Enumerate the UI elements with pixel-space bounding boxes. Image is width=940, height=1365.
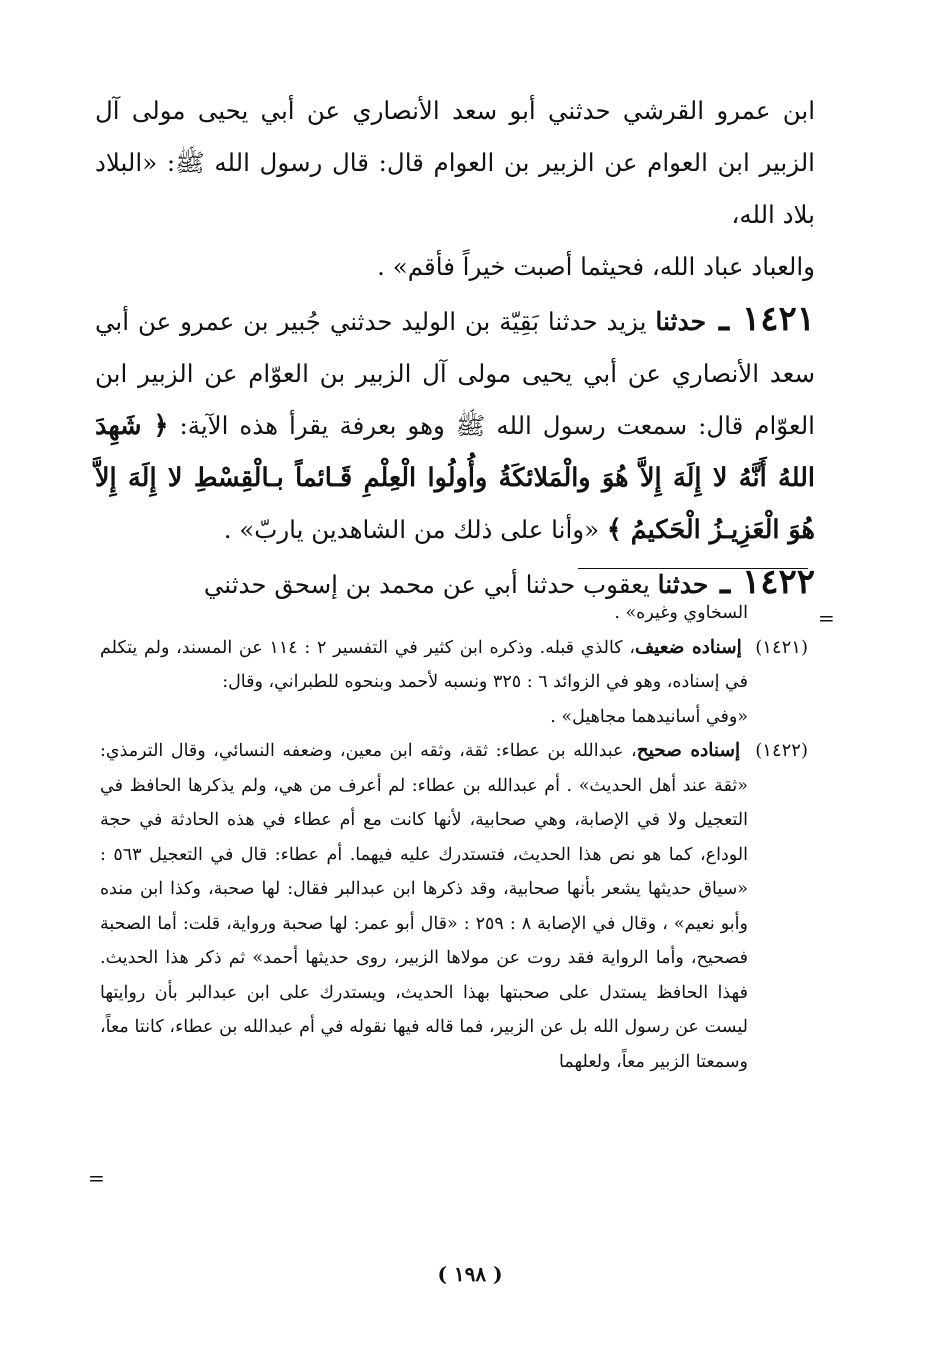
footnote-number: (١٤٢٢) bbox=[755, 740, 808, 761]
intro-paragraph-end bbox=[95, 241, 815, 293]
footnote-text: ، عبدالله بن عطاء: ثقة، وثقه ابن معين، وضعفه النسائي، وقال الترمذي: «ثقة عند أهل الحديث» . أم عبدالله بن عطاء: لم أعرف من هي، ولم يذكرها الحافظ في التعجيل ولا في الإصابة، وهي صحابية، لأنها كانت مع أم عطاء في هذه الحادثة في حجة الوداع، كما هو نص هذا الحديث، فتستدرك عليه فيهما. أم عطاء: قال في التعجيل ٥٦٣ : «سياق حديثها يشعر بأنها صحابية، وقد ذكرها ابن عبدالبر فقال: لها صحبة، وكذا ابن منده وأبو نعيم» ، وقال في الإصابة ٨ : ٢٥٩ : «قال أبو عمر: لها صحبة ورواية، قلت: أما الصحبة فصحيح، وأما الرواية فقد روت عن مولاها الزبير، روى حديثها أحمد» ثم ذكر هذا الحديث. فهذا الحافظ يستدل على صحبتها بهذا الحديث، ويستدرك على ابن عبدالبر بأن روايتها ليست عن رسول الله بل عن الزبير، فما قاله فيها نقوله في أم عبدالله بن عطاء، كانتا معاً، وسمعتا الزبير معاً، ولعلهما bbox=[100, 741, 748, 1072]
hadith-text: يزيد حدثنا بَقِيّة بن الوليد حدثني جُبير بن عمرو عن أبي سعد الأنصاري عن أبي يحيى مولى آل الزبير بن العوّام عن الزبير ابن العوّام قال: سمعت رسول الله ﷺ وهو بعرفة يقرأ هذه الآية: bbox=[95, 307, 815, 440]
footnote-carryover bbox=[100, 596, 808, 631]
footnote-1421-end bbox=[100, 700, 808, 735]
hadith-number: ١٤٢٢ bbox=[741, 562, 815, 602]
footnote-text-end: «وفي أسانيدهما مجاهيل» . bbox=[550, 706, 748, 727]
hadith-keyword: حدثنا bbox=[655, 307, 707, 336]
hadith-text: يعقوب حدثنا أبي عن محمد بن إسحق حدثني bbox=[203, 570, 658, 599]
footnotes bbox=[100, 596, 808, 1079]
footnote-grading: إسناده صحيح bbox=[636, 740, 741, 761]
quran-verse: ﴿ شَهِدَ اللهُ أَنَّهُ لا إِلَهَ إِلاَّ هُوَ والْمَلائكَةُ وأُولُوا الْعِلْمِ قَـائماً بـالْقِسْطِ لا إِلَهَ إِلاَّ هُوَ الْعَزِيـزُ الْحَكيمُ ﴾ bbox=[95, 411, 815, 545]
hadith-keyword: حدثنا bbox=[657, 570, 709, 599]
footnote-1421 bbox=[100, 631, 808, 700]
hadith-text-end: «وأنا على ذلك من الشاهدين ياربّ» . bbox=[223, 515, 607, 544]
hadith-1421 bbox=[95, 293, 815, 556]
footnote-text: ، كالذي قبله. وذكره ابن كثير في التفسير ٢ : ١١٤ عن المسند، ولم يتكلم في إسناده، وهو في الزوائد ٦ : ٣٢٥ ونسبه لأحمد وبنحوه للطبراني، وقال: bbox=[100, 637, 748, 692]
hadith-dash: ـ bbox=[708, 562, 742, 602]
footnote-separator bbox=[578, 568, 808, 569]
page-number: ( ١٩٨ ) bbox=[437, 1262, 503, 1286]
footnote-grading: إسناده ضعيف bbox=[635, 636, 742, 658]
continuation-mark: = bbox=[818, 606, 835, 630]
footnote-text: السخاوي وغيره» . bbox=[614, 603, 748, 623]
hadith-dash: ـ bbox=[706, 299, 742, 339]
hadith-number: ١٤٢١ bbox=[741, 299, 815, 339]
intro-paragraph bbox=[95, 85, 815, 241]
footnote-1422 bbox=[100, 734, 808, 1079]
main-text bbox=[95, 85, 815, 611]
footnote-number: (١٤٢١) bbox=[755, 636, 808, 658]
intro-text: ابن عمرو القرشي حدثني أبو سعد الأنصاري عن أبي يحيى مولى آل الزبير ابن العوام عن الزبير بن العوام قال: قال رسول الله ﷺ: «البلاد بلاد الله، bbox=[95, 96, 815, 229]
intro-text-end: والعباد عباد الله، فحيثما أصبت خيراً فأقم» . bbox=[377, 252, 815, 281]
continuation-mark-bottom: = bbox=[88, 1166, 105, 1190]
